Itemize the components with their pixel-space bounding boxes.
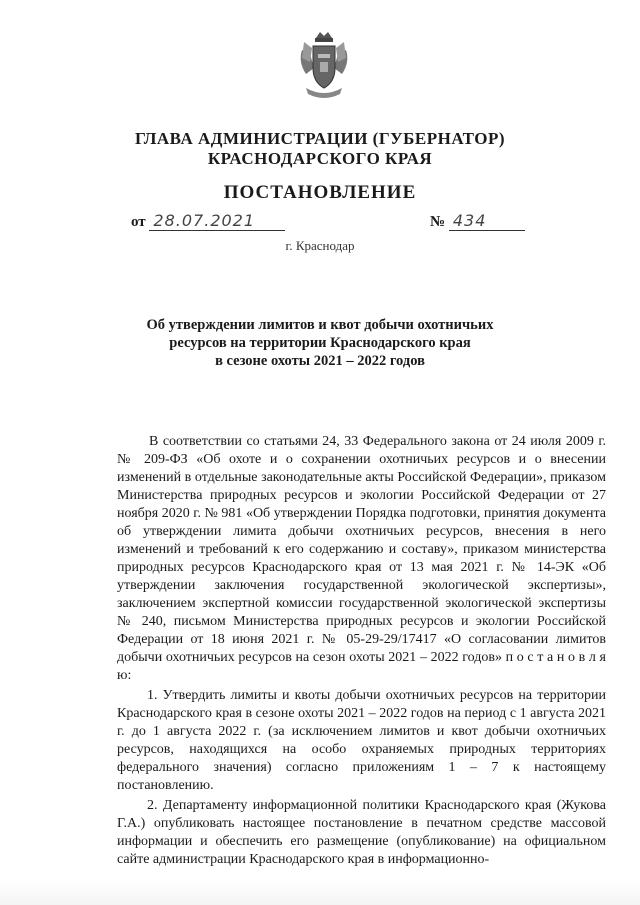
document-title bbox=[0, 316, 640, 370]
coat-of-arms-icon bbox=[296, 28, 352, 100]
date-field bbox=[131, 211, 285, 231]
item-2-paragraph: 2. Департаменту информационной политики Краснодарского края (Жукова Г.А.) опубликовать настоящее постановление в печатном средстве массовой информации и обеспечить его размещение (опубликование) на официальном сайте администрации Краснодарского края в информационно- bbox=[117, 798, 606, 867]
number-label: № bbox=[430, 214, 446, 230]
title-line-1: Об утверждении лимитов и квот добычи охотничьих bbox=[146, 317, 494, 333]
title-line-3: в сезоне охоты 2021 – 2022 годов bbox=[215, 353, 425, 369]
document-type: ПОСТАНОВЛЕНИЕ bbox=[223, 182, 417, 203]
date-value: 28.07.2021 bbox=[149, 211, 285, 231]
item-1-paragraph: 1. Утвердить лимиты и квоты добычи охотничьих ресурсов на территории Краснодарского края в сезоне охоты 2021 – 2022 годов на период с 1 августа 2021 г. до 1 августа 2022 г. (за исключением лимитов и квот добычи охотничьих ресурсов, находящихся на особо охраняемых природных территориях федерального значения) согласно приложениям 1 – 7 к настоящему постановлению. bbox=[117, 688, 606, 793]
number-value: 434 bbox=[449, 211, 525, 231]
issuer-line-2: КРАСНОДАРСКОГО КРАЯ bbox=[207, 149, 433, 168]
date-label: от bbox=[131, 214, 146, 230]
scan-edge bbox=[0, 880, 640, 905]
document-body bbox=[117, 433, 606, 869]
number-field bbox=[430, 211, 525, 231]
issuer-line-1: ГЛАВА АДМИНИСТРАЦИИ (ГУБЕРНАТОР) bbox=[134, 129, 505, 148]
intro-paragraph: В соответствии со статьями 24, 33 Федерального закона от 24 июля 2009 г. № 209-ФЗ «Об охоте и о сохранении охотничьих ресурсов и о внесении изменений в отдельные законодательные акты Российской Федерации», приказом Министерства природных ресурсов и экологии Российской Федерации от 27 ноября 2020 г. № 981 «Об утверждении Порядка подготовки, принятия документа об утверждении лимита добычи охотничьих ресурсов, внесения в него изменений и требований к его содержанию и составу», приказом министерства природных ресурсов Краснодарского края от 13 мая 2021 г. № 14-ЭК «Об утверждении заключения государственной экологической экспертизы», заключением экспертной комиссии государственной экологической экспертизы № 240, письмом Министерства природных ресурсов и экологии Российской Федерации от 18 июня 2021 г. № 05-29-29/17417 «О согласовании лимитов добычи охотничьих ресурсов на сезон охоты 2021 – 2022 годов» п о с т а н о в л я ю: bbox=[117, 434, 606, 683]
title-line-2: ресурсов на территории Краснодарского края bbox=[169, 335, 471, 351]
city-name: г. Краснодар bbox=[285, 238, 355, 253]
